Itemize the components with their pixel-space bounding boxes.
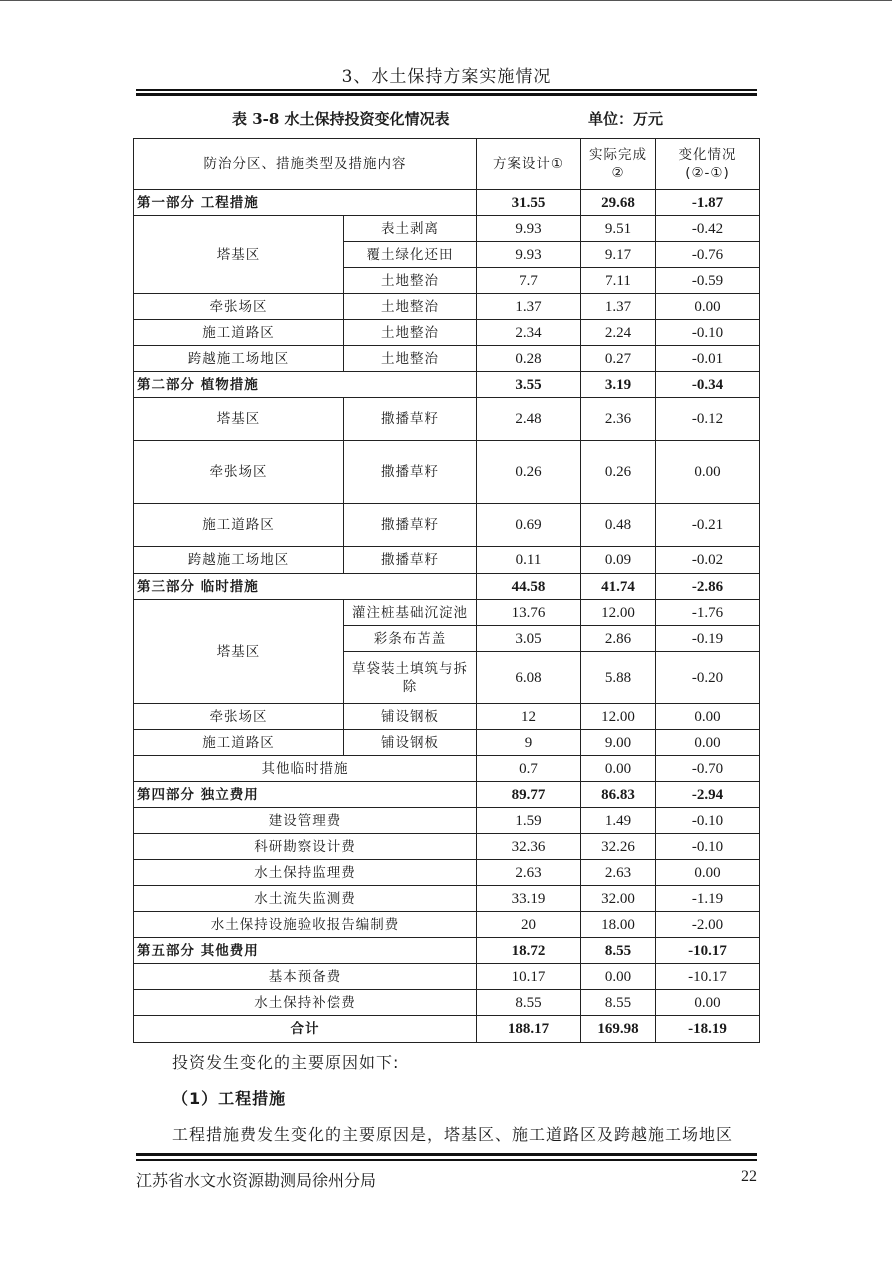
change-value: -0.34 <box>656 372 760 398</box>
table-row <box>134 730 760 756</box>
body-paragraph-2: 工程措施费发生变化的主要原因是，塔基区、施工道路区及跨越施工场地区 <box>172 1125 734 1144</box>
design-value: 18.72 <box>477 938 581 964</box>
change-value: -0.70 <box>656 756 760 782</box>
change-value: -2.00 <box>656 912 760 938</box>
part-row <box>134 574 760 600</box>
table-row <box>134 886 760 912</box>
change-value: -0.10 <box>656 834 760 860</box>
actual-value: 32.00 <box>581 886 656 912</box>
change-value: -1.76 <box>656 600 760 626</box>
page-header: 3、水土保持方案实施情况 <box>341 67 552 87</box>
change-value: -2.94 <box>656 782 760 808</box>
actual-value: 7.11 <box>581 268 656 294</box>
area-cell: 跨越施工场地区 <box>134 346 344 372</box>
table-row <box>134 504 760 547</box>
measure-cell: 灌注桩基础沉淀池 <box>344 600 477 626</box>
table-row <box>134 756 760 782</box>
table-caption: 表 3-8 水土保持投资变化情况表 <box>232 110 450 128</box>
measure-line2: 除 <box>402 678 418 695</box>
change-value: -1.87 <box>656 190 760 216</box>
measure-cell: 铺设钢板 <box>344 730 477 756</box>
actual-value: 2.24 <box>581 320 656 346</box>
design-value: 3.05 <box>477 626 581 652</box>
actual-value: 8.55 <box>581 938 656 964</box>
actual-value: 2.63 <box>581 860 656 886</box>
design-value: 9 <box>477 730 581 756</box>
area-cell: 牵张场区 <box>134 294 344 320</box>
part-row <box>134 190 760 216</box>
table-row <box>134 398 760 441</box>
measure-cell: 撒播草籽 <box>344 398 477 441</box>
measure-cell: 撒播草籽 <box>344 547 477 574</box>
table-header-row <box>134 139 760 190</box>
change-value: -0.01 <box>656 346 760 372</box>
header-change-line1: 变化情况 <box>678 147 737 163</box>
change-value: -10.17 <box>656 964 760 990</box>
change-value: -0.76 <box>656 242 760 268</box>
table-row <box>134 320 760 346</box>
change-value: -0.10 <box>656 808 760 834</box>
design-value: 0.11 <box>477 547 581 574</box>
change-value: 0.00 <box>656 294 760 320</box>
actual-value: 9.00 <box>581 730 656 756</box>
actual-value: 86.83 <box>581 782 656 808</box>
table-unit: 单位：万元 <box>588 110 664 128</box>
design-value: 9.93 <box>477 216 581 242</box>
part-label: 第三部分 临时措施 <box>134 574 477 600</box>
actual-value: 18.00 <box>581 912 656 938</box>
actual-value: 0.09 <box>581 547 656 574</box>
design-value: 1.37 <box>477 294 581 320</box>
design-value: 3.55 <box>477 372 581 398</box>
table-row <box>134 547 760 574</box>
measure-cell: 土地整治 <box>344 268 477 294</box>
change-value: 0.00 <box>656 441 760 504</box>
actual-value: 41.74 <box>581 574 656 600</box>
actual-value: 12.00 <box>581 704 656 730</box>
design-value: 188.17 <box>477 1016 581 1043</box>
change-value: -18.19 <box>656 1016 760 1043</box>
part-row <box>134 782 760 808</box>
item-cell: 其他临时措施 <box>134 756 477 782</box>
design-value: 2.34 <box>477 320 581 346</box>
page-top-border <box>0 0 892 1</box>
table-row <box>134 834 760 860</box>
change-value: -0.02 <box>656 547 760 574</box>
measure-cell <box>344 652 477 704</box>
change-value: -0.21 <box>656 504 760 547</box>
table-row <box>134 912 760 938</box>
measure-cell: 撒播草籽 <box>344 441 477 504</box>
table-row <box>134 860 760 886</box>
table-row <box>134 600 760 626</box>
actual-value: 5.88 <box>581 652 656 704</box>
change-value: 0.00 <box>656 730 760 756</box>
table-row <box>134 808 760 834</box>
change-value: -0.12 <box>656 398 760 441</box>
design-value: 6.08 <box>477 652 581 704</box>
change-value: -0.20 <box>656 652 760 704</box>
design-value: 31.55 <box>477 190 581 216</box>
change-value: 0.00 <box>656 704 760 730</box>
design-value: 10.17 <box>477 964 581 990</box>
table-row <box>134 216 760 242</box>
design-value: 1.59 <box>477 808 581 834</box>
measure-cell: 覆土绿化还田 <box>344 242 477 268</box>
header-change-line2: (②-①) <box>685 165 730 181</box>
item-cell: 水土保持补偿费 <box>134 990 477 1016</box>
investment-table <box>133 138 760 1043</box>
design-value: 8.55 <box>477 990 581 1016</box>
actual-value: 32.26 <box>581 834 656 860</box>
table-row <box>134 441 760 504</box>
actual-value: 12.00 <box>581 600 656 626</box>
header-rule-thin <box>136 89 757 91</box>
actual-value: 1.37 <box>581 294 656 320</box>
footer-organization: 江苏省水文水资源勘测局徐州分局 <box>136 1171 377 1190</box>
area-cell: 塔基区 <box>134 216 344 294</box>
total-label: 合计 <box>134 1016 477 1043</box>
design-value: 89.77 <box>477 782 581 808</box>
change-value: 0.00 <box>656 990 760 1016</box>
header-item: 防治分区、措施类型及措施内容 <box>134 139 477 190</box>
page-number: 22 <box>741 1168 757 1185</box>
design-value: 9.93 <box>477 242 581 268</box>
table-row <box>134 346 760 372</box>
area-cell: 施工道路区 <box>134 504 344 547</box>
area-cell: 塔基区 <box>134 600 344 704</box>
change-value: -0.19 <box>656 626 760 652</box>
footer-rule-thin <box>136 1159 757 1161</box>
design-value: 0.28 <box>477 346 581 372</box>
actual-value: 9.17 <box>581 242 656 268</box>
body-paragraph-1: 投资发生变化的主要原因如下: <box>172 1053 400 1072</box>
change-value: -0.10 <box>656 320 760 346</box>
actual-value: 2.86 <box>581 626 656 652</box>
item-cell: 建设管理费 <box>134 808 477 834</box>
table-row <box>134 294 760 320</box>
design-value: 0.7 <box>477 756 581 782</box>
design-value: 2.48 <box>477 398 581 441</box>
measure-cell: 彩条布苫盖 <box>344 626 477 652</box>
part-label: 第二部分 植物措施 <box>134 372 477 398</box>
design-value: 32.36 <box>477 834 581 860</box>
actual-value: 29.68 <box>581 190 656 216</box>
actual-value: 0.48 <box>581 504 656 547</box>
header-actual-line1: 实际完成 <box>589 147 647 163</box>
header-rule-thick <box>136 93 757 96</box>
item-cell: 水土流失监测费 <box>134 886 477 912</box>
change-value: 0.00 <box>656 860 760 886</box>
actual-value: 8.55 <box>581 990 656 1016</box>
measure-cell: 表土剥离 <box>344 216 477 242</box>
design-value: 13.76 <box>477 600 581 626</box>
design-value: 44.58 <box>477 574 581 600</box>
measure-cell: 撒播草籽 <box>344 504 477 547</box>
area-cell: 施工道路区 <box>134 320 344 346</box>
item-cell: 科研勘察设计费 <box>134 834 477 860</box>
design-value: 33.19 <box>477 886 581 912</box>
actual-value: 169.98 <box>581 1016 656 1043</box>
design-value: 20 <box>477 912 581 938</box>
design-value: 12 <box>477 704 581 730</box>
header-actual <box>581 139 656 190</box>
design-value: 7.7 <box>477 268 581 294</box>
actual-value: 1.49 <box>581 808 656 834</box>
area-cell: 牵张场区 <box>134 704 344 730</box>
actual-value: 9.51 <box>581 216 656 242</box>
design-value: 2.63 <box>477 860 581 886</box>
measure-cell: 土地整治 <box>344 294 477 320</box>
item-cell: 水土保持监理费 <box>134 860 477 886</box>
section-heading: （1）工程措施 <box>172 1089 287 1108</box>
actual-value: 3.19 <box>581 372 656 398</box>
measure-line1: 草袋装土填筑与拆 <box>352 660 468 677</box>
measure-cell: 土地整治 <box>344 346 477 372</box>
header-design: 方案设计① <box>477 139 581 190</box>
design-value: 0.69 <box>477 504 581 547</box>
change-value: -2.86 <box>656 574 760 600</box>
part-row <box>134 372 760 398</box>
change-value: -0.42 <box>656 216 760 242</box>
table-row <box>134 964 760 990</box>
part-label: 第一部分 工程措施 <box>134 190 477 216</box>
change-value: -0.59 <box>656 268 760 294</box>
part-row <box>134 938 760 964</box>
item-cell: 基本预备费 <box>134 964 477 990</box>
item-cell: 水土保持设施验收报告编制费 <box>134 912 477 938</box>
header-change <box>656 139 760 190</box>
design-value: 0.26 <box>477 441 581 504</box>
area-cell: 跨越施工场地区 <box>134 547 344 574</box>
actual-value: 0.00 <box>581 964 656 990</box>
actual-value: 2.36 <box>581 398 656 441</box>
table-row <box>134 990 760 1016</box>
table-row <box>134 704 760 730</box>
area-cell: 牵张场区 <box>134 441 344 504</box>
part-label: 第五部分 其他费用 <box>134 938 477 964</box>
header-actual-line2: ② <box>611 165 625 181</box>
part-label: 第四部分 独立费用 <box>134 782 477 808</box>
area-cell: 施工道路区 <box>134 730 344 756</box>
measure-cell: 铺设钢板 <box>344 704 477 730</box>
measure-cell: 土地整治 <box>344 320 477 346</box>
area-cell: 塔基区 <box>134 398 344 441</box>
actual-value: 0.27 <box>581 346 656 372</box>
total-row <box>134 1016 760 1043</box>
actual-value: 0.00 <box>581 756 656 782</box>
footer-rule-thick <box>136 1153 757 1156</box>
change-value: -1.19 <box>656 886 760 912</box>
actual-value: 0.26 <box>581 441 656 504</box>
change-value: -10.17 <box>656 938 760 964</box>
